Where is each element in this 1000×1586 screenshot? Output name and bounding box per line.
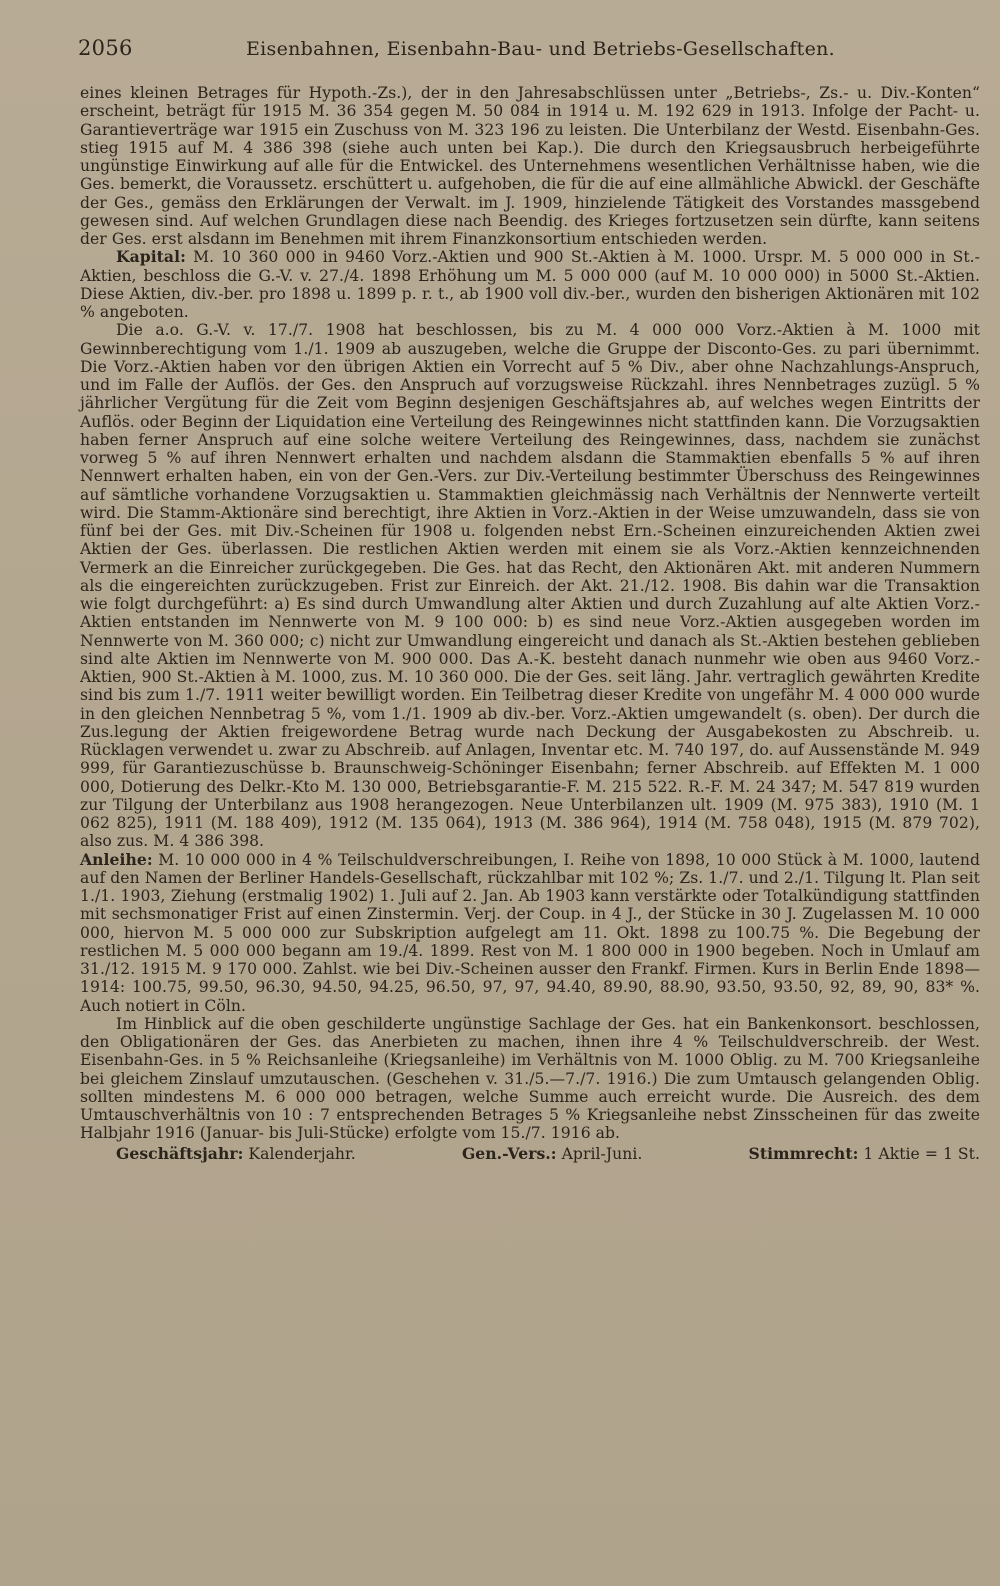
stimmrecht: Stimmrecht: 1 Aktie = 1 St. (748, 1143, 980, 1163)
paragraph-intro: eines kleinen Betrages für Hypoth.-Zs.), der in den Jahresabschlüssen unter „Betriebs-, Zs.- u. Div.-Konten“ erscheint, beträgt für 1915 M. 36 354 gegen M. 50 084 in 1914 u. M. 192 629 in 1913. Infolge der Pacht- u. Garantieverträge war 1915 ein Zuschuss von M. 323 196 zu leisten. Die Unterbilanz der Westd. Eisenbahn-Ges. stieg 1915 auf M. 4 386 398 (siehe auch unten bei Kap.). Die durch den Kriegsausbruch herbeigeführte ungünstige Einwirkung auf alle für die Entwickel. des Unternehmens wesentlichen Verhältnisse haben, wie die Ges. bemerkt, die Voraussetz. erschüttert u. aufgehoben, die für die auf eine allmähliche Abwickl. der Geschäfte der Ges., gemäss den Erklärungen der Verwalt. im J. 1909, hinzielende Tätigkeit des Vorstandes massgebend gewesen sind. Auf welchen Grundlagen diese nach Beendig. des Krieges fortzusetzen sein dürfte, kann seitens der Ges. erst alsdann im Benehmen mit ihrem Finanzkonsortium entschieden werden. (80, 84, 980, 248)
geschaeftsjahr: Geschäftsjahr: Kalenderjahr. (116, 1143, 356, 1163)
page-number: 2056 (78, 36, 133, 60)
paragraph-anleihe (80, 851, 980, 1015)
paragraph-kapital (80, 248, 980, 321)
general-versammlung: Gen.-Vers.: April-Juni. (461, 1143, 643, 1163)
anleihe-text: M. 10 000 000 in 4 % Teilschuldverschreibungen, I. Reihe von 1898, 10 000 Stück à M. 1000, lautend auf den Namen der Berliner Handels-Gesellschaft, rückzahlbar mit 102 %; Zs. 1./7. und 2./1. Tilgung lt. Plan seit 1./1. 1903, Ziehung (erstmalig 1902) 1. Juli auf 2. Jan. Ab 1903 kann verstärkte oder Totalkündigung stattfinden mit sechsmonatiger Frist auf einen Zinstermin. Verj. der Coup. in 4 J., der Stücke in 30 J. Zugelassen M. 10 000 000, hiervon M. 5 000 000 zur Subskription aufgelegt am 11. Okt. 1898 zu 100.75 %. Die Begebung der restlichen M. 5 000 000 begann am 19./4. 1899. Rest von M. 1 800 000 in 1900 begeben. Noch in Umlauf am 31./12. 1915 M. 9 170 000. Zahlst. wie bei Div.-Scheinen ausser den Frankf. Firmen. Kurs in Berlin Ende 1898—1914: 100.75, 99.50, 96.30, 94.50, 94.25, 96.50, 97, 97, 94.40, 89.90, 88.90, 93.50, 93.50, 92, 89, 90, 83* %. Auch notiert in Cöln. (80, 850, 980, 1015)
running-title: Eisenbahnen, Eisenbahn-Bau- und Betriebs-Gesellschaften. (246, 38, 836, 60)
page-header (78, 36, 938, 66)
paragraph-umtausch: Im Hinblick auf die oben geschilderte ungünstige Sachlage der Ges. hat ein Bankenkonsort. beschlossen, den Obligationären der Ges. das Anerbieten zu machen, ihnen ihre 4 % Teilschuldverschreib. der West. Eisenbahn-Ges. in 5 % Reichsanleihe (Kriegsanleihe) im Verhältnis von M. 1000 Oblig. zu M. 700 Kriegsanleihe bei gleichem Zinslauf umzutauschen. (Geschehen v. 31./5.—7./7. 1916.) Die zum Umtausch gelangenden Oblig. sollten mindestens M. 6 000 000 betragen, welche Summe auch erreicht wurde. Die Ausreich. des dem Umtauschverhältnis von 10 : 7 entsprechenden Betrages 5 % Kriegsanleihe nebst Zinsscheinen für das zweite Halbjahr 1916 (Januar- bis Juli-Stücke) erfolgte vom 15./7. 1916 ab. (80, 1014, 980, 1143)
anleihe-label: Anleihe: (80, 849, 153, 869)
document-body (80, 84, 980, 1163)
kapital-text: M. 10 360 000 in 9460 Vorz.-Aktien und 900 St.-Aktien à M. 1000. Urspr. M. 5 000 000 in St.-Aktien, beschloss die G.-V. v. 27./4. 1898 Erhöhung um M. 5 000 000 (auf M. 10 000 000) in 5000 St.-Aktien. Diese Aktien, div.-ber. pro 1898 u. 1899 p. r. t., ab 1900 voll div.-ber., wurden den bisherigen Aktionären mit 102 % angeboten. (80, 248, 980, 321)
footer-facts (80, 1145, 980, 1163)
paragraph-kapital-details: Die a.o. G.-V. v. 17./7. 1908 hat beschlossen, bis zu M. 4 000 000 Vorz.-Aktien à M. 1000 mit Gewinnberechtigung vom 1./1. 1909 ab auszugeben, welche die Gruppe der Disconto-Ges. zu pari übernimmt. Die Vorz.-Aktien haben vor den übrigen Aktien ein Vorrecht auf 5 % Div., aber ohne Nachzahlungs-Anspruch, und im Falle der Auflös. der Ges. den Anspruch auf vorzugsweise Rückzahl. ihres Nennbetrages zuzügl. 5 % jährlicher Vergütung für die Zeit vom Beginn desjenigen Geschäftsjahres ab, auf welches wegen Eintritts der Auflös. oder Beginn der Liquidation eine Verteilung des Reingewinnes nicht stattfinden kann. Die Vorzugsaktien haben ferner Anspruch auf eine solche weitere Verteilung des Reingewinnes, dass, nachdem sie zunächst vorweg 5 % auf ihren Nennwert erhalten und nachdem alsdann die Stammaktien ebenfalls 5 % auf ihren Nennwert erhalten haben, ein von der Gen.-Vers. zur Div.-Verteilung bestimmter Überschuss des Reingewinnes auf sämtliche vorhandene Vorzugsaktien u. Stammaktien gleichmässig nach Verhältnis der Nennwerte verteilt wird. Die Stamm-Aktionäre sind berechtigt, ihre Aktien in Vorz.-Aktien in der Weise umzuwandeln, dass sie von fünf bei der Ges. mit Div.-Scheinen für 1908 u. folgenden nebst Ern.-Scheinen einzureichenden Aktien zwei Aktien der Ges. überlassen. Die restlichen Aktien werden mit einem sie als Vorz.-Aktien kennzeichnenden Vermerk an die Einreicher zurückgegeben. Die Ges. hat das Recht, den Aktionären Akt. mit anderen Nummern als die eingereichten zurückzugeben. Frist zur Einreich. der Akt. 21./12. 1908. Bis dahin war die Transaktion wie folgt durchgeführt: a) Es sind durch Umwandlung alter Aktien und durch Zuzahlung auf alte Aktien Vorz.-Aktien entstanden im Nennwerte von M. 9 100 000: b) es sind neue Vorz.-Aktien ausgegeben worden im Nennwerte von M. 360 000; c) nicht zur Umwandlung eingereicht und danach als St.-Aktien bestehen geblieben sind alte Aktien im Nennwerte von M. 900 000. Das A.-K. besteht danach nunmehr wie oben aus 9460 Vorz.-Aktien, 900 St.-Aktien à M. 1000, zus. M. 10 360 000. Die der Ges. seit läng. Jahr. vertraglich gewährten Kredite sind bis zum 1./7. 1911 weiter bewilligt worden. Ein Teilbetrag dieser Kredite von ungefähr M. 4 000 000 wurde in den gleichen Nennbetrag 5 %, vom 1./1. 1909 ab div.-ber. Vorz.-Aktien umgewandelt (s. oben). Der durch die Zus.legung der Aktien freigewordene Betrag wurde nach Deckung der Ausgabekosten zu Abschreib. u. Rücklagen verwendet u. zwar zu Abschreib. auf Anlagen, Inventar etc. M. 740 197, do. auf Aussenstände M. 949 999, für Garantiezuschüsse b. Braunschweig-Schöninger Eisenbahn; ferner Abschreib. auf Effekten M. 1 000 000, Dotierung des Delkr.-Kto M. 130 000, Betriebsgarantie-F. M. 215 522. R.-F. M. 24 347; M. 547 819 wurden zur Tilgung der Unterbilanz aus 1908 herangezogen. Neue Unterbilanzen ult. 1909 (M. 975 383), 1910 (M. 1 062 825), 1911 (M. 188 409), 1912 (M. 135 064), 1913 (M. 386 964), 1914 (M. 758 048), 1915 (M. 879 702), also zus. M. 4 386 398. (80, 321, 980, 851)
kapital-label: Kapital: (116, 247, 186, 267)
